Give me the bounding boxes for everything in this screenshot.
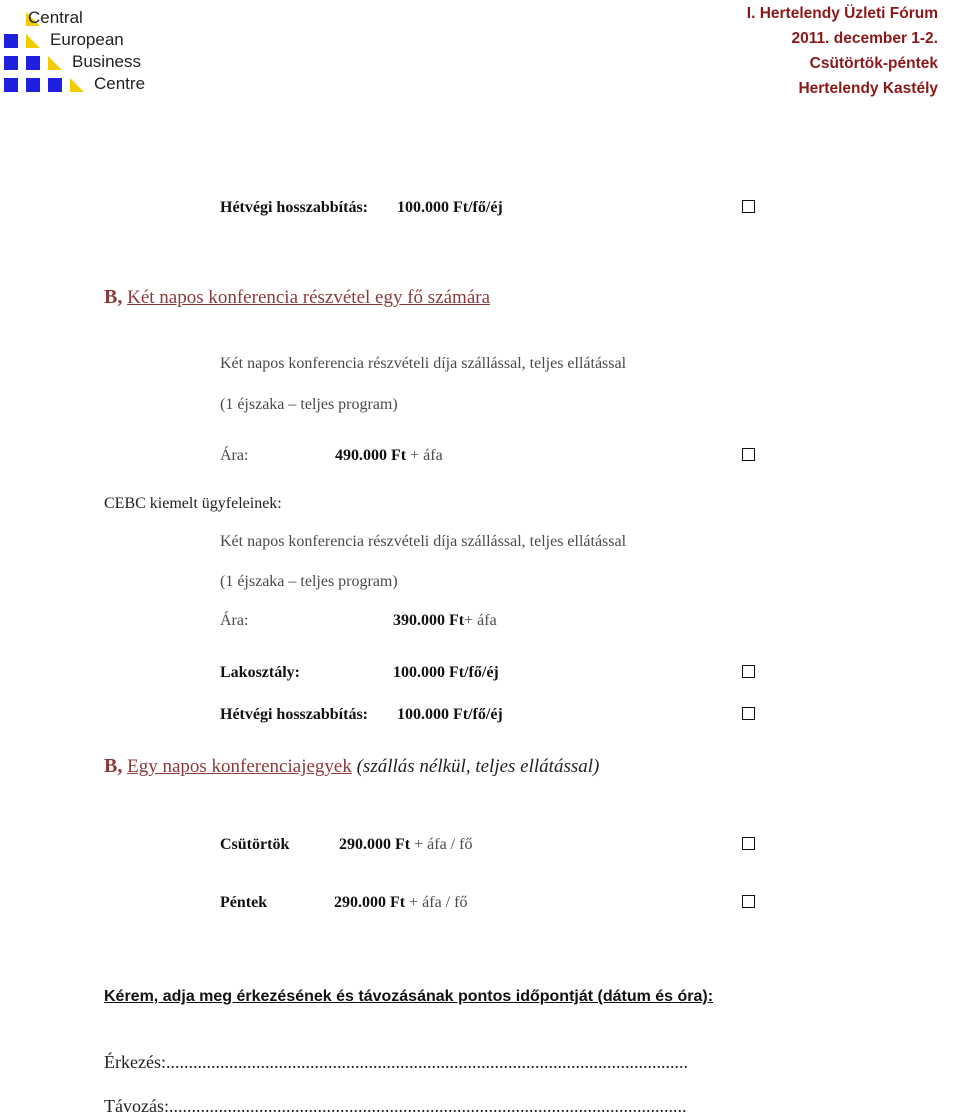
section-two-day-title xyxy=(104,286,490,309)
departure-field[interactable]: Távozás:................................................................................................................... xyxy=(104,1096,687,1116)
two-day-price-label: Ára: xyxy=(220,447,249,464)
two-day-price-amount: 490.000 Ft xyxy=(335,447,407,464)
cebc-logo xyxy=(0,0,170,100)
logo-square-icon xyxy=(4,56,18,70)
cebc-price-vat: + áfa xyxy=(464,612,497,629)
arrival-field[interactable]: Érkezés:.................................................................................................................... xyxy=(104,1052,688,1072)
logo-text-central: Central xyxy=(28,8,83,27)
event-days: Csütörtök-péntek xyxy=(809,55,938,72)
suite-checkbox[interactable] xyxy=(742,665,755,678)
logo-square-icon xyxy=(4,78,18,92)
suite-label: Lakosztály: xyxy=(220,664,300,681)
section-letter: B, xyxy=(104,755,123,777)
friday-price-vat: + áfa / fő xyxy=(405,894,468,911)
event-header xyxy=(747,1,938,101)
friday-checkbox[interactable] xyxy=(742,895,755,908)
section-one-day-subtitle: (szállás nélkül, teljes ellátással) xyxy=(351,756,600,777)
logo-triangle-icon xyxy=(48,56,62,70)
cebc-desc-line1: Két napos konferencia részvételi díja szállással, teljes ellátással xyxy=(220,533,627,550)
section-letter: B, xyxy=(104,286,123,308)
cebc-weekend-checkbox[interactable] xyxy=(742,707,755,720)
logo-square-icon xyxy=(4,34,18,48)
two-day-checkbox[interactable] xyxy=(742,448,755,461)
thursday-checkbox[interactable] xyxy=(742,837,755,850)
weekend-extension-checkbox[interactable] xyxy=(742,200,755,213)
friday-price xyxy=(334,894,467,912)
logo-square-icon xyxy=(26,56,40,70)
cebc-price-label: Ára: xyxy=(220,612,249,629)
cebc-desc-line2: (1 éjszaka – teljes program) xyxy=(220,573,398,590)
logo-text-centre: Centre xyxy=(94,74,146,93)
arrival-departure-request: Kérem, adja meg érkezésének és távozásának pontos időpontját (dátum és óra): xyxy=(104,988,714,1005)
event-venue: Hertelendy Kastély xyxy=(798,80,938,97)
logo-square-icon xyxy=(26,78,40,92)
logo-square-icon xyxy=(48,78,62,92)
thursday-price-amount: 290.000 Ft xyxy=(339,836,411,853)
weekend-extension-label: Hétvégi hosszabbítás: xyxy=(220,199,368,216)
friday-label: Péntek xyxy=(220,894,268,911)
thursday-price-vat: + áfa / fő xyxy=(410,836,473,853)
cebc-weekend-price: 100.000 Ft/fő/éj xyxy=(397,706,503,723)
event-date: 2011. december 1-2. xyxy=(791,30,938,47)
section-two-day-link[interactable]: Két napos konferencia részvétel egy fő számára xyxy=(127,287,491,308)
two-day-desc-line1: Két napos konferencia részvételi díja szállással, teljes ellátással xyxy=(220,355,627,372)
two-day-price xyxy=(335,447,443,465)
thursday-label: Csütörtök xyxy=(220,836,290,853)
friday-price-amount: 290.000 Ft xyxy=(334,894,406,911)
logo-text-european: European xyxy=(50,30,124,49)
logo-text-business: Business xyxy=(72,52,141,71)
event-title: I. Hertelendy Üzleti Fórum xyxy=(746,5,938,22)
weekend-extension-price: 100.000 Ft/fő/éj xyxy=(397,199,503,216)
thursday-price xyxy=(339,836,472,854)
suite-price: 100.000 Ft/fő/éj xyxy=(393,664,499,681)
two-day-desc-line2: (1 éjszaka – teljes program) xyxy=(220,396,398,413)
two-day-price-vat: + áfa xyxy=(406,447,443,464)
section-one-day-link[interactable]: Egy napos konferenciajegyek xyxy=(127,756,352,777)
cebc-weekend-label: Hétvégi hosszabbítás: xyxy=(220,706,368,723)
cebc-price-amount: 390.000 Ft xyxy=(393,612,465,629)
section-one-day-title xyxy=(104,755,599,778)
logo-triangle-icon xyxy=(26,34,40,48)
cebc-price xyxy=(393,612,497,630)
cebc-clients-heading: CEBC kiemelt ügyfeleinek: xyxy=(104,495,282,512)
logo-triangle-icon xyxy=(70,78,84,92)
